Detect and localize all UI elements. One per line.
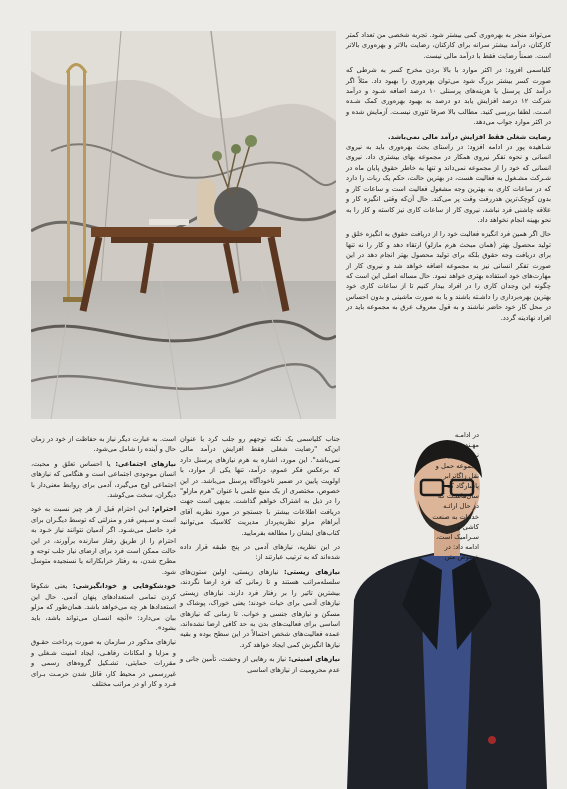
paragraph-text: نیاز به رهایی از وحشت، تأمین جانی و عدم محرومیت از نیازهای اساسی: [180, 655, 340, 674]
paragraph: نیازهای مذکور در سازمان به صورت پرداخت حقـوق و مزایا و امکانات رفاهـی، ایجاد امنیت شـغلی و مقررات حمایتی، تشـکیل گروه‌های رسمی و غیررسمی در محیط کار، قائل شدن حرمـت بـرای فـرد و کار او در مراتب مختلف: [31, 638, 176, 688]
marble-interior-illustration: [31, 31, 336, 419]
paragraph: در این نظریه، نیازهای آدمی در پنج طبقه قرار داده شده‌اند که به ترتیب عبارتند از:: [180, 543, 340, 562]
paragraph: می‌تواند منجر به بهره‌وری کمی بیشتر شود. تجربه شخصی من تعداد کمتر کارکنان، درآمد بیشتر سرانه برای کارکنان، رضایت بالاتر و بهره‌وری بالاتر است. ضمناً رضایت فقط با درآمد مالی نیست.: [346, 31, 551, 60]
paragraph: [31, 581, 176, 633]
paragraph: است. به عبارت دیگر نیاز به حفاظت از خود در زمان حال و آینده را شامل می‌شود.: [31, 435, 176, 454]
paragraph: حال اگر همین فرد انگیزه فعالیت خود را از دریافت حقوق به انگیزه خلق و تولید محصول بهتر (همان مبحث هرم مازلو) ارتقاء دهد و کار را نه تنها برای دریافت وجه حقوق بلکه برای تولید محصول بهتر انجام دهد در این صورت تفکر انسانی نیز به مجموعه اضافه خواهد شد و نیروی کار از مهارت‌های خود استفاده بهتری خواهد نمود. حال مساله اصلی این است که چگونه این وجدان کاری را در افراد بیدار کنیم تا از ساعات کاری خود بهترین بهره‌برداری را داشـته باشند و یا به صورت ماشینی و بدون احساس در محل کار خود حاضر نباشند و به قول معروف عرق به مجموعه باید در افراد نهادینه گردد.: [346, 230, 551, 322]
paragraph: شـاهیده پور در ادامه افزود: در راستای بحث بهره‌وری باید به نیروی انسانی و نحوه تفکر نیروی همکار در مجموعه بهای بیشتری داد. نیروی انسانی که خود را از مجموعه نمی‌داند و تنها به خاطر حقوق پایان ماه در شـرکت مشـغول به فعالیت هست، در بهترین حالت، حکم یک ربات را دارد که در ساعات کاری به بهترین وجه مشغول فعالیت است و ساعات کار و بدون کوچک‌ترین هدررفت وقت پر می‌کند. حال آن‌که وقتی انگیزه کار و علاقه چاشنی فرد نباشد، نیروی کار از ساعات کاری نیز کاسته و کار را به نحو بهینه انجام نخواهد داد.: [346, 143, 551, 224]
paragraph-text: ایـن احترام قبل از هر چیز نسبت به خود است و سـپس قدر و منزلتی که توسط دیگـران برای فرد حاصل می‌شـود. اگر آدمیان نتوانند نیاز خـود به احترام را از طریق رفتار سازنده برآورند، در این حالت ممکن است فرد برای ارضای نیاز جلب توجه و مطرح شدن، به رفتار خرابکارانه یا نسنجیده متوسل شود.: [31, 505, 176, 576]
paragraph: کلیاسمی افزود: در اکثر موارد با بالا بردن مخرج کسر به شرطی که صورت کسر بیشتر بزرگ شود می‌توان بهره‌وری را بهبود داد. مثلاً اگر درآمد کل پرسنل یا هزینه‌های پرسنلی ۱۰ درصد اضافه شـود و درآمد شرکت ۱۲ درصد افزایش یابد دو درصد به بهبود بهره‌وری کمک شـده اسـت. لطفا بررسی کنید. مطالب بالا صرفا تئوری نیسـت. آزمایش شده و در اکثر موارد جواب می‌دهد.: [346, 66, 551, 127]
paragraph: جناب کلیاسمی یک نکته توجهم رو جلب کرد با عنوان این‌که "رضایت شغلی فقط افزایش درآمد مالی نمی‌باشد". این مورد، اشاره به هرم نیازهای پرسنل دارد که برعکس فکر عموم، درآمد، تنها یکی از موارد، با اولویت پایین در ضمیر ناخودآگاه پرسنل می‌باشد. در این خصوص، مختصری از یک منبع علمی با عنوان "هرم مازلو" را در ذیل به اشتراک خواهم گذاشت. بدیهی است جهت دریافت اطلاعات بیشتر با جستجو در مورد نظریه آقای آبراهام مزلو نظریه‌پرداز مدیریت کلاسیک می‌توانید کتاب‌های ایشان را مطالعه بفرمایید.: [180, 435, 340, 537]
paragraph: [31, 459, 176, 501]
article-left-column: [31, 434, 176, 693]
portrait-caption: در ادامـه مهـندس آرمیـن نمـوی مدیر مجموعه حمل و نقل زاگاترابر پاسارگاد که سال‌هاسـت که در حال ارائـه خدمات به صنعت کاشی و سـرامیک است، ادامه داد: در خصوص متن: [432, 431, 479, 562]
paragraph: [180, 654, 340, 675]
article-right-column: [346, 30, 551, 327]
section-heading: رضایت شغلی فقط افزایش درآمد مالی نمی‌باشد.: [388, 132, 551, 141]
interior-photo: [31, 31, 336, 419]
inline-heading: نیازهای زیستی:: [284, 567, 340, 576]
inline-heading: احترام:: [152, 505, 176, 514]
paragraph: [31, 504, 176, 577]
inline-heading: نیازهای امنیتی:: [288, 655, 340, 664]
paragraph-text: نیازهای زیستی، اولین ستون‌های سلسله‌مراتب هستند و تا زمانی که فرد ارضا نگردند، بیشترین تاثیر را بر رفتار فرد دارند. نیازهای زیستی نیازهای آدمی برای حیات خودند؛ یعنی خوراک، پوشاک و مسکن و نیازهای جنسی و خواب. تا زمانی که نیازهای اساسی برای فعالیت‌های بدن به حد کافی ارضا نشده‌اند، عمده فعالیت‌های شخص احتمالاً در این سطح بوده و بقیه نیازها انگیزش کمی ایجاد خواهد کرد.: [180, 567, 340, 649]
paragraph-text: یعنی شکوفا کردن تمامی استعدادهای پنهان آدمی. حال این استعدادها هر چه می‌خواهد باشد. همان‌طور که مزلو بیان می‌دارد: «آنچه انسـان می‌تواند باشد، باید بشود».: [31, 582, 176, 632]
paragraph-text: یا احساس تعلق و محبت، انسان موجودی اجتماعی است و هنگامی که نیازهای اجتماعی اوج می‌گیرد، آدمی برای روابط معنی‌دار با دیگران، سخت می‌کوشد.: [31, 459, 176, 500]
inline-heading: نیازهای اجتماعی:: [115, 459, 176, 468]
article-middle-column: [180, 434, 340, 679]
inline-heading: خودشکوفایی و خودانگیزشی:: [72, 582, 176, 591]
paragraph: [180, 567, 340, 650]
